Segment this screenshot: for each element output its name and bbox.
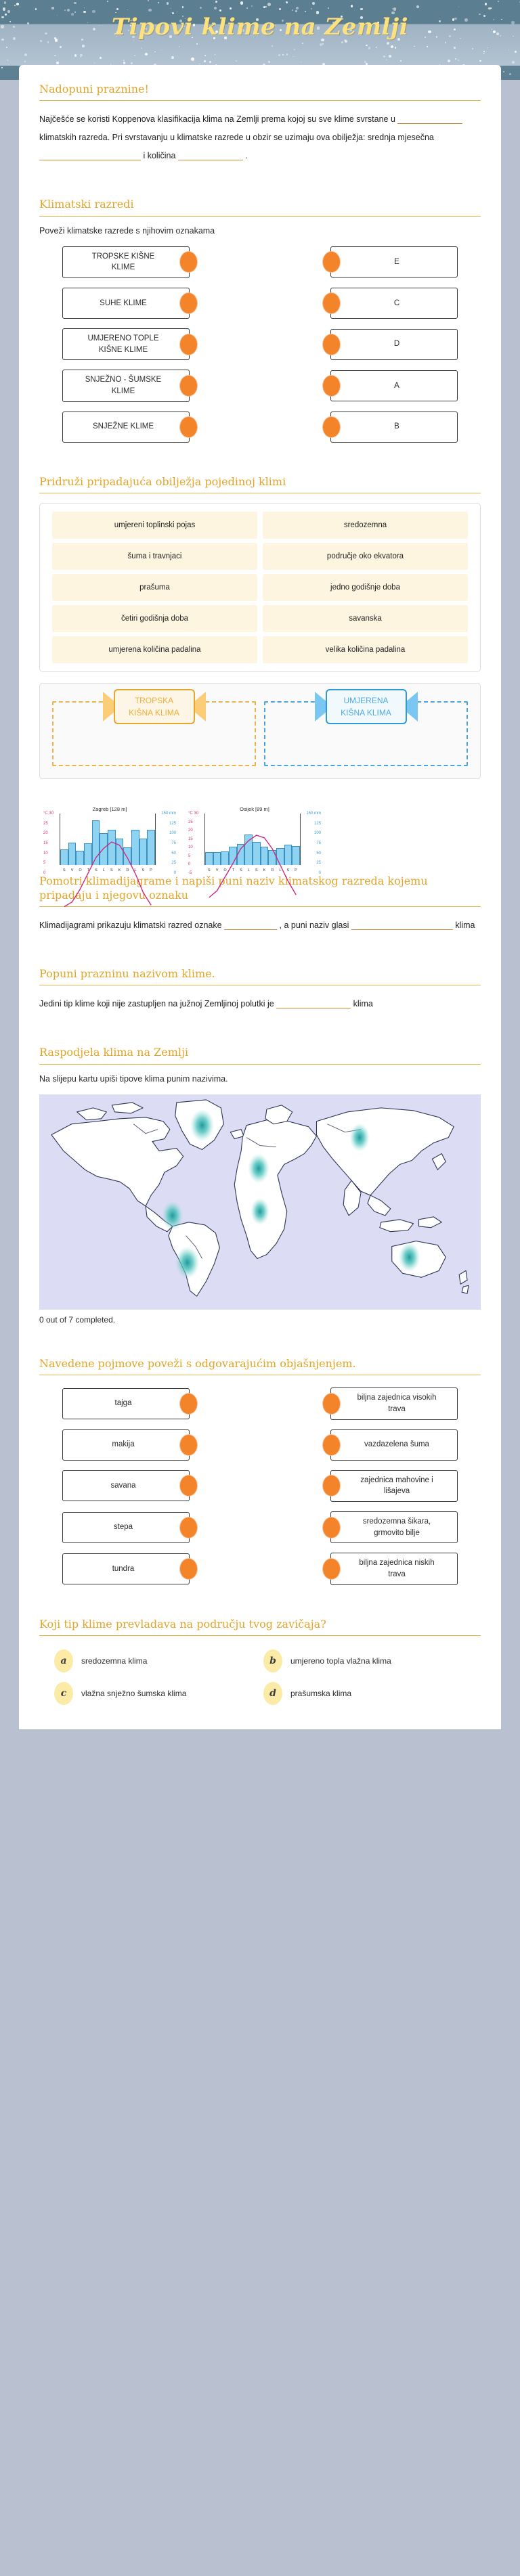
feature-chip[interactable]: savanska xyxy=(263,605,468,632)
match-right-box[interactable] xyxy=(330,412,458,443)
fill-in-text-3: i količina xyxy=(143,151,176,161)
blank-input-2[interactable] xyxy=(39,151,141,160)
precip-tick: 50 xyxy=(171,851,176,856)
world-map-svg xyxy=(39,1094,481,1310)
section-title-terms: Navedene pojmove poveži s odgovarajućim objašnjenjem. xyxy=(39,1356,356,1370)
connector-dot-icon[interactable] xyxy=(323,1394,340,1414)
connector-dot-icon[interactable] xyxy=(323,1435,340,1455)
blank-climate-text-1: Jedini tip klime koji nije zastupljen na južnoj Zemljinoj polutki je xyxy=(39,999,274,1009)
quiz-option[interactable] xyxy=(263,1649,466,1672)
temp-tick: 5 xyxy=(43,861,46,866)
dropzone-tropska[interactable] xyxy=(52,694,256,766)
section-title-blank-climate: Popuni prazninu nazivom klime. xyxy=(39,967,215,980)
month-label: V xyxy=(215,868,219,873)
diagram-title: Osijek [89 m] xyxy=(240,806,269,813)
match-left-label: SNJEŽNO - ŠUMSKE KLIME xyxy=(85,376,162,395)
spacer xyxy=(39,1603,481,1618)
match-row xyxy=(39,246,481,278)
temp-tick: °C 30 xyxy=(188,812,199,816)
map-container[interactable] xyxy=(39,1094,481,1310)
precip-tick: 50 xyxy=(316,851,321,856)
temp-tick: 15 xyxy=(43,841,48,846)
classes-instruction: Poveži klimatske razrede s njihovim oznakama xyxy=(39,225,215,236)
dropzone-label-umjerena: UMJERENA KIŠNA KLIMA xyxy=(326,689,407,724)
feature-chip[interactable]: područje oko ekvatora xyxy=(263,543,468,570)
feature-chip-pool[interactable] xyxy=(39,503,481,672)
match-right-label: D xyxy=(393,340,400,349)
feature-chip[interactable]: velika količina padalina xyxy=(263,636,468,663)
connector-dot-icon[interactable] xyxy=(180,1559,197,1579)
climate-diagram xyxy=(187,806,322,876)
temp-tick: 20 xyxy=(188,828,193,833)
temp-tick: 25 xyxy=(43,821,48,826)
month-label: L xyxy=(247,868,250,873)
blank-input-class-name[interactable] xyxy=(351,920,453,930)
month-axis xyxy=(205,868,300,872)
match-exercise-classes[interactable] xyxy=(39,244,481,443)
quiz-option-letter: a xyxy=(54,1649,73,1672)
month-label: S xyxy=(142,868,145,873)
match-left-box[interactable] xyxy=(62,1512,190,1543)
map-progress-count: 0 out of 7 xyxy=(39,1314,74,1325)
temperature-curve xyxy=(60,814,155,908)
match-right-label: vazdazelena šuma xyxy=(364,1440,429,1449)
month-label: S xyxy=(286,868,290,873)
match-left-label: SUHE KLIME xyxy=(100,298,147,307)
month-label: T xyxy=(232,868,235,873)
temp-tick: 15 xyxy=(188,837,193,841)
connector-dot-icon[interactable] xyxy=(180,1435,197,1455)
spacer xyxy=(39,460,481,475)
divider xyxy=(39,1064,481,1065)
feature-chip[interactable]: jedno godišnje doba xyxy=(263,574,468,601)
match-left-box[interactable] xyxy=(62,288,190,319)
match-row xyxy=(39,328,481,360)
match-right-label: zajednica mahovine i lišajeva xyxy=(360,1475,433,1496)
feature-chip[interactable]: prašuma xyxy=(52,574,257,601)
match-right-box[interactable] xyxy=(330,246,458,277)
precip-tick: 150 mm xyxy=(306,812,321,816)
connector-dot-icon[interactable] xyxy=(180,1517,197,1538)
month-label: S xyxy=(240,868,242,873)
month-label: S xyxy=(95,868,98,873)
month-axis xyxy=(60,868,155,872)
match-row xyxy=(39,1429,481,1461)
blank-input-class-code[interactable] xyxy=(224,920,277,930)
quiz-option-letter: d xyxy=(263,1682,282,1705)
temp-tick: 0 xyxy=(43,871,46,876)
month-label: K xyxy=(263,868,266,873)
connector-dot-icon[interactable] xyxy=(323,334,340,355)
blank-input-climate[interactable] xyxy=(276,999,351,1008)
section-title-diagrams: Pomotri klimadijagrame i napiši puni naziv klimatskog razreda kojemu pripadaju i njegovu oznaku xyxy=(39,874,428,902)
temp-tick: 20 xyxy=(43,831,48,836)
match-right-label: C xyxy=(393,298,400,307)
section-title-quiz: Koji tip klime prevladava na području tvog zavičaja? xyxy=(39,1617,326,1630)
match-right-box[interactable] xyxy=(330,329,458,360)
section-title-map: Raspodjela klima na Zemlji xyxy=(39,1046,189,1059)
connector-dot-icon[interactable] xyxy=(323,1517,340,1538)
match-right-label: biljna zajednica niskih trava xyxy=(359,1559,435,1578)
connector-dot-icon[interactable] xyxy=(180,293,197,313)
match-left-box[interactable] xyxy=(62,1553,190,1584)
match-right-label: E xyxy=(394,257,399,266)
fill-in-text-1: Najčešće se koristi Koppenova klasifikacija klima na Zemlji prema kojoj su sve klime svrstane u xyxy=(39,114,395,125)
world-map[interactable] xyxy=(39,1094,481,1310)
feature-chip[interactable]: umjerena količina padalina xyxy=(52,636,257,663)
connector-dot-icon[interactable] xyxy=(180,376,197,396)
match-row xyxy=(39,1470,481,1502)
match-left-box[interactable] xyxy=(62,1388,190,1419)
precip-tick: 0 xyxy=(173,871,176,876)
fill-in-text-2: klimatskih razreda. Pri svrstavanju u klimatske razrede u obzir se uzimaju ova obilježja: srednja mjesečna xyxy=(39,133,434,143)
axis-right xyxy=(300,814,301,865)
match-row xyxy=(39,1511,481,1543)
connector-dot-icon[interactable] xyxy=(180,334,197,355)
temp-tick: 10 xyxy=(188,845,193,850)
precip-tick: 25 xyxy=(171,861,176,866)
month-label: L xyxy=(102,868,105,873)
match-right-box[interactable] xyxy=(330,288,458,319)
connector-dot-icon[interactable] xyxy=(180,1394,197,1414)
match-right-label: sredozemna šikara, grmovito bilje xyxy=(362,1517,431,1537)
match-left-label: stepa xyxy=(113,1523,133,1532)
diagram-title: Zagreb [128 m] xyxy=(92,806,127,813)
quiz-option-text: umjereno topla vlažna klima xyxy=(290,1656,391,1666)
match-left-label: makija xyxy=(112,1440,135,1449)
map-progress xyxy=(39,1315,481,1325)
temperature-curve xyxy=(205,814,300,908)
feature-chip[interactable]: sredozemna xyxy=(263,512,468,539)
precip-tick: 0 xyxy=(318,871,321,876)
connector-dot-icon[interactable] xyxy=(323,1559,340,1579)
feature-chip[interactable]: šuma i travnjaci xyxy=(52,543,257,570)
month-label: P xyxy=(150,868,152,873)
precip-tick: 100 xyxy=(169,831,176,836)
quiz-option[interactable] xyxy=(263,1682,466,1705)
precip-tick: 75 xyxy=(316,841,321,846)
month-label: L xyxy=(134,868,137,873)
connector-dot-icon[interactable] xyxy=(323,1475,340,1496)
diagrams-text-2: , a puni naziv glasi xyxy=(279,920,349,930)
section-title-classes: Klimatski razredi xyxy=(39,198,134,211)
match-left-box[interactable] xyxy=(62,1470,190,1501)
precip-tick: 75 xyxy=(171,841,176,846)
connector-dot-icon[interactable] xyxy=(180,252,197,272)
section-fill-in xyxy=(39,83,481,165)
match-row xyxy=(39,370,481,401)
match-right-box[interactable] xyxy=(330,1511,458,1543)
temp-tick: 5 xyxy=(188,853,191,858)
match-left-box[interactable] xyxy=(62,328,190,360)
temp-tick: -5 xyxy=(188,871,192,876)
fill-in-text-4: . xyxy=(245,151,248,161)
connector-dot-icon[interactable] xyxy=(323,293,340,313)
feature-chip[interactable]: umjereni toplinski pojas xyxy=(52,512,257,539)
month-label: O xyxy=(223,868,227,873)
ribbon-umjerena xyxy=(315,689,418,724)
section-blank-climate xyxy=(39,967,481,1013)
quiz-option[interactable] xyxy=(54,1649,257,1672)
month-label: K xyxy=(118,868,121,873)
month-label: S xyxy=(208,868,211,873)
match-left-label: SNJEŽNE KLIME xyxy=(92,422,154,431)
match-left-box[interactable] xyxy=(62,412,190,443)
temp-tick: 0 xyxy=(188,862,191,867)
quiz-options[interactable] xyxy=(39,1645,481,1705)
month-label: R xyxy=(126,868,129,873)
section-climate-diagrams xyxy=(39,797,481,935)
spacer xyxy=(39,1342,481,1357)
section-climate-classes xyxy=(39,198,481,443)
divider xyxy=(39,100,481,101)
map-progress-suffix: completed. xyxy=(73,1314,116,1325)
month-label: L xyxy=(279,868,282,873)
blank-climate-text-2: klima xyxy=(353,999,373,1009)
section-title-fill-in: Nadopuni praznine! xyxy=(39,83,149,95)
section-quiz xyxy=(39,1618,481,1705)
precip-tick: 25 xyxy=(316,861,321,866)
match-row xyxy=(39,1553,481,1584)
month-label: S xyxy=(110,868,113,873)
divider xyxy=(39,1635,481,1636)
connector-dot-icon[interactable] xyxy=(180,1475,197,1496)
match-left-label: TROPSKE KIŠNE KLIME xyxy=(91,252,155,272)
diagrams-paragraph xyxy=(39,916,481,935)
month-label: S xyxy=(255,868,258,873)
connector-dot-icon[interactable] xyxy=(180,417,197,437)
match-left-label: tajga xyxy=(114,1399,132,1408)
match-right-box[interactable] xyxy=(330,1387,458,1419)
quiz-option-text: prašumska klima xyxy=(290,1689,352,1698)
blank-input-1[interactable] xyxy=(397,114,462,124)
page-footer-space xyxy=(0,1744,520,1762)
quiz-option-text: vlažna snježno šumska klima xyxy=(81,1689,187,1698)
month-label: T xyxy=(87,868,90,873)
quiz-option-letter: b xyxy=(263,1649,282,1672)
month-label: S xyxy=(63,868,66,873)
quiz-option[interactable] xyxy=(54,1682,257,1705)
precip-tick: 125 xyxy=(169,821,176,826)
temp-tick: °C 30 xyxy=(43,812,54,816)
match-right-label: biljna zajednica visokih trava xyxy=(357,1394,437,1413)
match-right-box[interactable] xyxy=(330,1470,458,1502)
dropzone-umjerena[interactable] xyxy=(264,694,468,766)
spacer xyxy=(39,952,481,967)
precip-tick: 125 xyxy=(313,821,321,826)
climate-diagram xyxy=(42,806,177,876)
match-left-label: UMJERENO TOPLE KIŠNE KLIME xyxy=(87,334,159,354)
quiz-option-text: sredozemna klima xyxy=(81,1656,148,1666)
connector-dot-icon[interactable] xyxy=(323,417,340,437)
section-map xyxy=(39,1046,481,1324)
map-instruction: Na slijepu kartu upiši tipove klima punim nazivima. xyxy=(39,1073,228,1084)
match-right-box[interactable] xyxy=(330,370,458,401)
spacer xyxy=(39,183,481,198)
spacer xyxy=(39,1031,481,1046)
month-label: V xyxy=(70,868,74,873)
precip-tick: 150 mm xyxy=(161,812,176,816)
page-title: Tipovi klime na Zemlji xyxy=(111,14,409,41)
blank-climate-paragraph xyxy=(39,995,481,1013)
match-right-box[interactable] xyxy=(330,1553,458,1584)
blank-input-3[interactable] xyxy=(178,151,243,160)
connector-dot-icon[interactable] xyxy=(323,252,340,272)
diagram-plot xyxy=(42,812,177,876)
month-label: O xyxy=(79,868,82,873)
month-label: P xyxy=(295,868,297,873)
match-row xyxy=(39,1387,481,1419)
temp-tick: 10 xyxy=(43,851,48,856)
match-left-label: tundra xyxy=(112,1564,135,1573)
dropzone-row xyxy=(39,683,481,779)
month-label: R xyxy=(271,868,274,873)
match-left-box[interactable] xyxy=(62,246,190,278)
ribbon-tropska xyxy=(103,689,206,724)
climate-diagram-row xyxy=(39,797,481,874)
temp-tick: 25 xyxy=(188,820,193,824)
feature-chip[interactable]: četiri godišnja doba xyxy=(52,605,257,632)
connector-dot-icon[interactable] xyxy=(323,376,340,396)
match-row xyxy=(39,288,481,319)
match-right-label: A xyxy=(394,381,399,390)
quiz-option-letter: c xyxy=(54,1682,73,1705)
match-right-label: B xyxy=(394,422,399,431)
divider xyxy=(39,216,481,217)
diagrams-text-1: Klimadijagrami prikazuju klimatski razred oznake xyxy=(39,920,222,930)
diagrams-text-3: klima xyxy=(455,920,475,930)
diagram-plot xyxy=(187,812,322,876)
section-features xyxy=(39,475,481,779)
match-exercise-terms[interactable] xyxy=(39,1385,481,1584)
precip-tick: 100 xyxy=(313,831,321,836)
match-left-label: savana xyxy=(110,1481,136,1490)
match-left-box[interactable] xyxy=(62,1429,190,1461)
section-terms xyxy=(39,1357,481,1585)
match-row xyxy=(39,412,481,443)
fill-in-paragraph xyxy=(39,110,481,165)
axis-right xyxy=(155,814,156,865)
section-title-features: Pridruži pripadajuća obilježja pojedinoj klimi xyxy=(39,474,286,488)
match-right-box[interactable] xyxy=(330,1429,458,1461)
dropzone-label-tropska: TROPSKA KIŠNA KLIMA xyxy=(114,689,195,724)
worksheet-body xyxy=(19,65,501,1729)
match-left-box[interactable] xyxy=(62,370,190,401)
